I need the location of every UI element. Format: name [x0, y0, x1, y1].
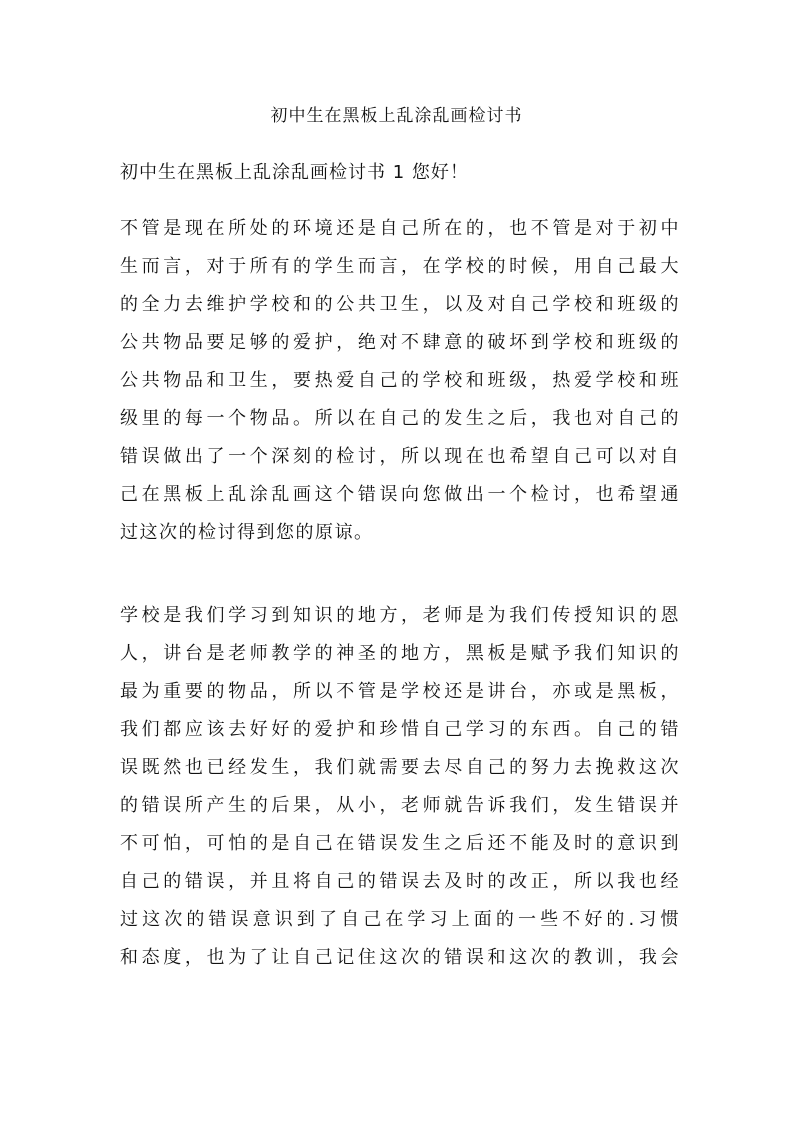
paragraph-line: 不可怕，可怕的是自己在错误发生之后还不能及时的意识到: [120, 833, 680, 854]
paragraph-line: 误既然也已经发生，我们就需要去尽自己的努力去挽救这次: [120, 757, 680, 778]
section-heading: 初中生在黑板上乱涂乱画检讨书 1 您好！: [120, 162, 469, 183]
paragraph-line: 学校是我们学习到知识的地方，老师是为我们传授知识的恩: [120, 605, 680, 626]
paragraph-line: 自己的错误，并且将自己的错误去及时的改正，所以我也经: [120, 871, 680, 892]
paragraph-line: 的错误所产生的后果，从小，老师就告诉我们，发生错误并: [120, 795, 680, 816]
document-title: 初中生在黑板上乱涂乱画检讨书: [270, 106, 523, 126]
paragraph-2: [120, 597, 680, 977]
paragraph-1: [120, 210, 680, 552]
paragraph-line: 我们都应该去好好的爱护和珍惜自己学习的东西。自己的错: [120, 719, 680, 740]
paragraph-line: 不管是现在所处的环境还是自己所在的，也不管是对于初中: [120, 218, 680, 239]
paragraph-line: 级里的每一个物品。所以在自己的发生之后，我也对自己的: [120, 408, 680, 429]
paragraph-line: 人，讲台是老师教学的神圣的地方，黑板是赋予我们知识的: [120, 643, 680, 664]
paragraph-line: 公共物品和卫生，要热爱自己的学校和班级，热爱学校和班: [120, 370, 680, 391]
paragraph-line: 公共物品要足够的爱护，绝对不肆意的破坏到学校和班级的: [120, 332, 680, 353]
paragraph-line: 过这次的检讨得到您的原谅。: [120, 522, 374, 543]
paragraph-line: 最为重要的物品，所以不管是学校还是讲台，亦或是黑板，: [120, 681, 680, 702]
paragraph-line: 错误做出了一个深刻的检讨，所以现在也希望自己可以对自: [120, 446, 680, 467]
paragraph-line: 过这次的错误意识到了自己在学习上面的一些不好的.习惯: [120, 909, 680, 930]
paragraph-line: 的全力去维护学校和的公共卫生，以及对自己学校和班级的: [120, 294, 680, 315]
paragraph-line: 己在黑板上乱涂乱画这个错误向您做出一个检讨，也希望通: [120, 484, 680, 505]
paragraph-line: 生而言，对于所有的学生而言，在学校的时候，用自己最大: [120, 256, 680, 277]
paragraph-line: 和态度，也为了让自己记住这次的错误和这次的教训，我会: [120, 947, 680, 968]
